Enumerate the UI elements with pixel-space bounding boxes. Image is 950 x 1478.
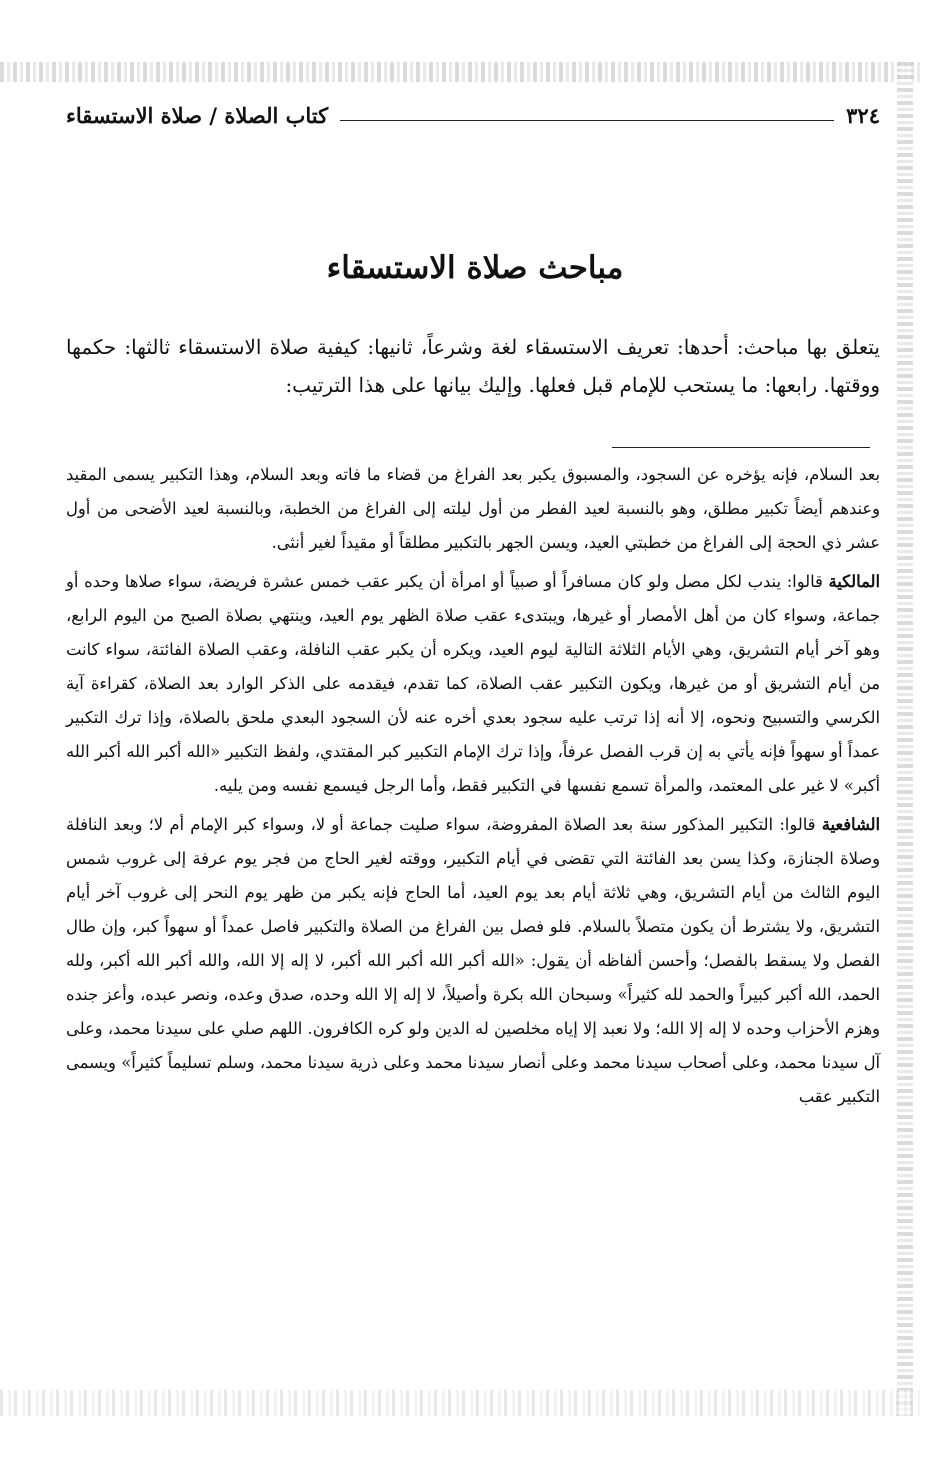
intro-text: يتعلق بها مباحث: أحدها: تعريف الاستسقاء لغة وشرعاً، ثانيها: كيفية صلاة الاستسقاء ثالثها: حكمها ووقتها. رابعها: ما يستحب للإمام قبل فعلها. وإليك بيانها على هذا الترتيب: xyxy=(66,335,880,397)
shafii-text: قالوا: التكبير المذكور سنة بعد الصلاة المفروضة، سواء صليت جماعة أو لا، وسواء كبر الإمام أم لا؛ وبعد النافلة وصلاة الجنازة، وكذا يسن بعد الفائتة التي تقضى في أيام التكبير، ووقته لغير الحاج من فجر يوم عرفة إلى غروب شمس اليوم الثالث من أيام التشريق، وهي ثلاثة أيام بعد يوم العيد، أما الحاج فإنه يكبر من ظهر يوم النحر إلى غروب آخر أيام التشريق، ولا يشترط أن يكون متصلاً بالسلام. فلو فصل بين الفراغ من الصلاة والتكبير فاصل عمداً أو سهواً كبر، وإن طال الفصل ولا يسقط بالفصل؛ وأحسن ألفاظه أن يقول: «الله أكبر الله أكبر الله أكبر، لا إله إلا الله، والله أكبر الله أكبر، ولله الحمد، الله أكبر كبيراً والحمد لله كثيراً» وسبحان الله بكرة وأصيلاً، لا إله إلا الله وحده، صدق وعده، ونصر عبده، وأعز جنده وهزم الأحزاب وحده لا إله إلا الله؛ ولا نعبد إلا إياه مخلصين له الدين ولو كره الكافرون. اللهم صلي على سيدنا محمد، وعلى آل سيدنا محمد، وعلى أصحاب سيدنا محمد وعلى أنصار سيدنا محمد وعلى ذرية سيدنا محمد، وسلم تسليماً كثيراً» ويسمى التكبير عقب xyxy=(66,815,880,1106)
maliki-lead: المالكية xyxy=(828,572,880,591)
footnote-separator xyxy=(612,447,870,448)
ornamental-border-bottom xyxy=(0,1390,920,1416)
running-title: كتاب الصلاة / صلاة الاستسقاء xyxy=(66,102,329,128)
footnote-continuation: بعد السلام، فإنه يؤخره عن السجود، والمسبوق يكبر بعد الفراغ من قضاء ما فاته وبعد السلام، وهذا التكبير يسمى المقيد وعندهم أيضاً تكبير مطلق، وهو بالنسبة لعيد الفطر من أول ليلته إلى الفراغ من الخطبة، وبالنسبة لعيد الأضحى من أول عشر ذي الحجة إلى الفراغ من خطبتي العيد، ويسن الجهر بالتكبير مطلقاً أو مقيداً لغير أنثى. xyxy=(66,465,880,552)
footnotes xyxy=(66,458,880,1119)
shafii-lead: الشافعية xyxy=(821,815,880,834)
maliki-text: قالوا: يندب لكل مصل ولو كان مسافراً أو صبياً أو امرأة أن يكبر عقب خمس عشرة فريضة، سواء صلاها وحده أو جماعة، وسواء كان من أهل الأمصار أو غيرها، ويبتدىء عقب صلاة الظهر يوم العيد، وينتهي بصلاة الصبح من اليوم الرابع، وهو آخر أيام التشريق، وهي الأيام الثلاثة التالية ليوم العيد، ويكره أن يكبر عقب النافلة، وعقب الصلاة الفائتة، سواء كانت من أيام التشريق أو من غيرها، ويكون التكبير عقب الصلاة، كما تقدم، فيقدمه على الذكر الوارد بعد الصلاة، كقراءة آية الكرسي والتسبيح ونحوه، إلا أنه إذا ترتب عليه سجود بعدي أخره عنه لأن السجود البعدي ملحق بالصلاة، وإذا ترك التكبير عمداً أو سهواً فإنه يأتي به إن قرب الفصل عرفاً، وإذا ترك الإمام التكبير كبر المقتدي، ولفظ التكبير «الله أكبر الله أكبر الله أكبر» لا غير على المعتمد، والمرأة تسمع نفسها في التكبير فقط، وأما الرجل فيسمع نفسه ومن يليه. xyxy=(66,572,880,795)
footnote-shafii xyxy=(66,808,880,1114)
page-number: ٣٢٤ xyxy=(846,102,880,128)
footnote-maliki xyxy=(66,565,880,803)
intro-paragraph xyxy=(66,328,880,404)
section-title: مباحث صلاة الاستسقاء xyxy=(326,250,624,286)
header-rule xyxy=(340,120,834,121)
page-header xyxy=(66,98,880,132)
ornamental-border-top xyxy=(0,62,920,82)
